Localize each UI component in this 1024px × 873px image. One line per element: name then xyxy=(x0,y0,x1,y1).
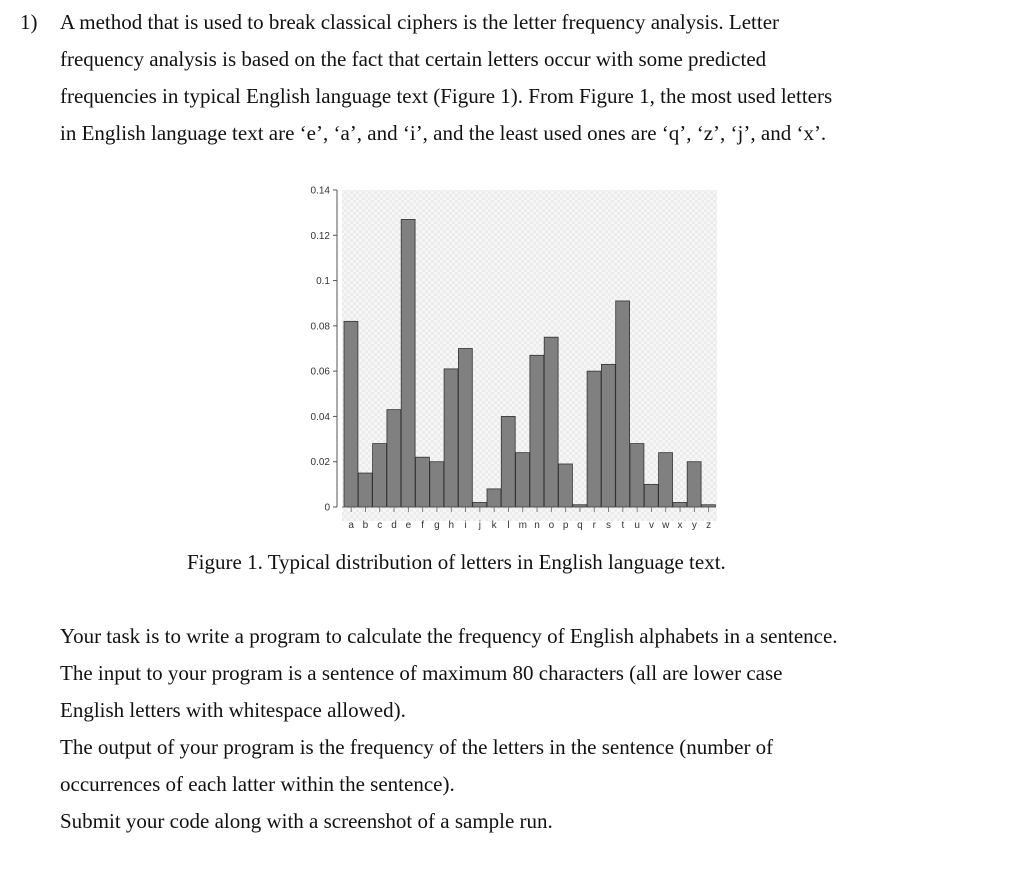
bar-g xyxy=(430,462,444,507)
bar-j xyxy=(473,502,487,507)
bar-f xyxy=(416,457,430,507)
question-number: 1) xyxy=(20,10,38,34)
bar-l xyxy=(501,416,515,507)
bar-u xyxy=(630,444,644,507)
x-tick-label: c xyxy=(377,520,383,531)
x-tick-label: j xyxy=(478,520,481,531)
task-line: occurrences of each latter within the sentence). xyxy=(60,772,455,796)
bar-i xyxy=(458,349,472,508)
x-tick-label: l xyxy=(507,520,510,531)
x-tick-label: s xyxy=(606,520,612,531)
y-tick-label: 0.02 xyxy=(310,457,330,469)
x-tick-label: t xyxy=(621,520,625,531)
x-tick-label: g xyxy=(434,520,440,531)
bar-o xyxy=(544,337,558,507)
bar-k xyxy=(487,489,501,507)
question-line: A method that is used to break classical ciphers is the letter frequency analysis. Letter xyxy=(60,10,780,34)
bar-x xyxy=(673,502,687,507)
bar-r xyxy=(587,371,601,507)
bar-p xyxy=(559,464,573,507)
x-tick-label: p xyxy=(562,520,569,531)
bar-s xyxy=(601,364,615,507)
bar-c xyxy=(373,444,387,507)
question-line: in English language text are ‘e’, ‘a’, and ‘i’, and the least used ones are ‘q’, ‘z’, ‘j’, and ‘x’. xyxy=(60,121,827,145)
y-tick-label: 0.04 xyxy=(310,411,330,423)
bar-d xyxy=(387,410,401,507)
task-line: The output of your program is the frequency of the letters in the sentence (number of xyxy=(60,735,774,759)
x-tick-label: k xyxy=(491,520,497,531)
task-line: The input to your program is a sentence of maximum 80 characters (all are lower case xyxy=(60,661,783,685)
x-tick-label: b xyxy=(362,520,369,531)
y-tick-label: 0.06 xyxy=(310,366,330,378)
x-tick-label: x xyxy=(677,520,683,531)
x-tick-label: z xyxy=(706,520,712,531)
x-tick-label: n xyxy=(534,520,540,531)
figure-caption: Figure 1. Typical distribution of letters in English language text. xyxy=(187,550,726,574)
task-line: English letters with whitespace allowed). xyxy=(60,698,406,722)
x-tick-label: q xyxy=(577,520,583,531)
x-tick-label: i xyxy=(464,520,467,531)
task-line: Submit your code along with a screenshot of a sample run. xyxy=(60,809,553,833)
chart-svg xyxy=(290,185,720,545)
bar-h xyxy=(444,369,458,507)
x-tick-label: v xyxy=(648,520,654,531)
bar-v xyxy=(644,484,658,507)
y-tick-label: 0.12 xyxy=(310,230,330,242)
bar-b xyxy=(358,473,372,507)
y-tick-label: 0.14 xyxy=(310,185,330,197)
bar-e xyxy=(401,219,415,507)
bar-t xyxy=(616,301,630,507)
x-tick-label: o xyxy=(548,520,555,531)
x-tick-label: e xyxy=(405,520,412,531)
y-axis xyxy=(311,186,337,514)
x-tick-label: d xyxy=(391,520,397,531)
y-tick-label: 0 xyxy=(324,502,330,514)
x-tick-label: u xyxy=(634,520,640,531)
x-tick-label: r xyxy=(592,520,596,531)
y-tick-label: 0.1 xyxy=(316,276,330,288)
bar-a xyxy=(344,321,358,507)
x-tick-label: h xyxy=(448,520,455,531)
x-tick-label: a xyxy=(348,520,354,531)
x-tick-label: w xyxy=(662,520,670,531)
question-line: frequencies in typical English language text (Figure 1). From Figure 1, the most used letters xyxy=(60,84,833,108)
question-line: frequency analysis is based on the fact that certain letters occur with some predicted xyxy=(60,47,767,71)
task-line: Your task is to write a program to calculate the frequency of English alphabets in a sentence. xyxy=(60,624,838,648)
x-tick-label: m xyxy=(518,520,527,531)
bar-n xyxy=(530,355,544,507)
bar-w xyxy=(659,453,673,507)
x-tick-label: y xyxy=(691,520,697,531)
letter-frequency-chart xyxy=(290,185,720,545)
bar-y xyxy=(687,462,701,507)
x-tick-label: f xyxy=(421,520,425,531)
bar-m xyxy=(516,453,530,507)
y-tick-label: 0.08 xyxy=(310,321,330,333)
